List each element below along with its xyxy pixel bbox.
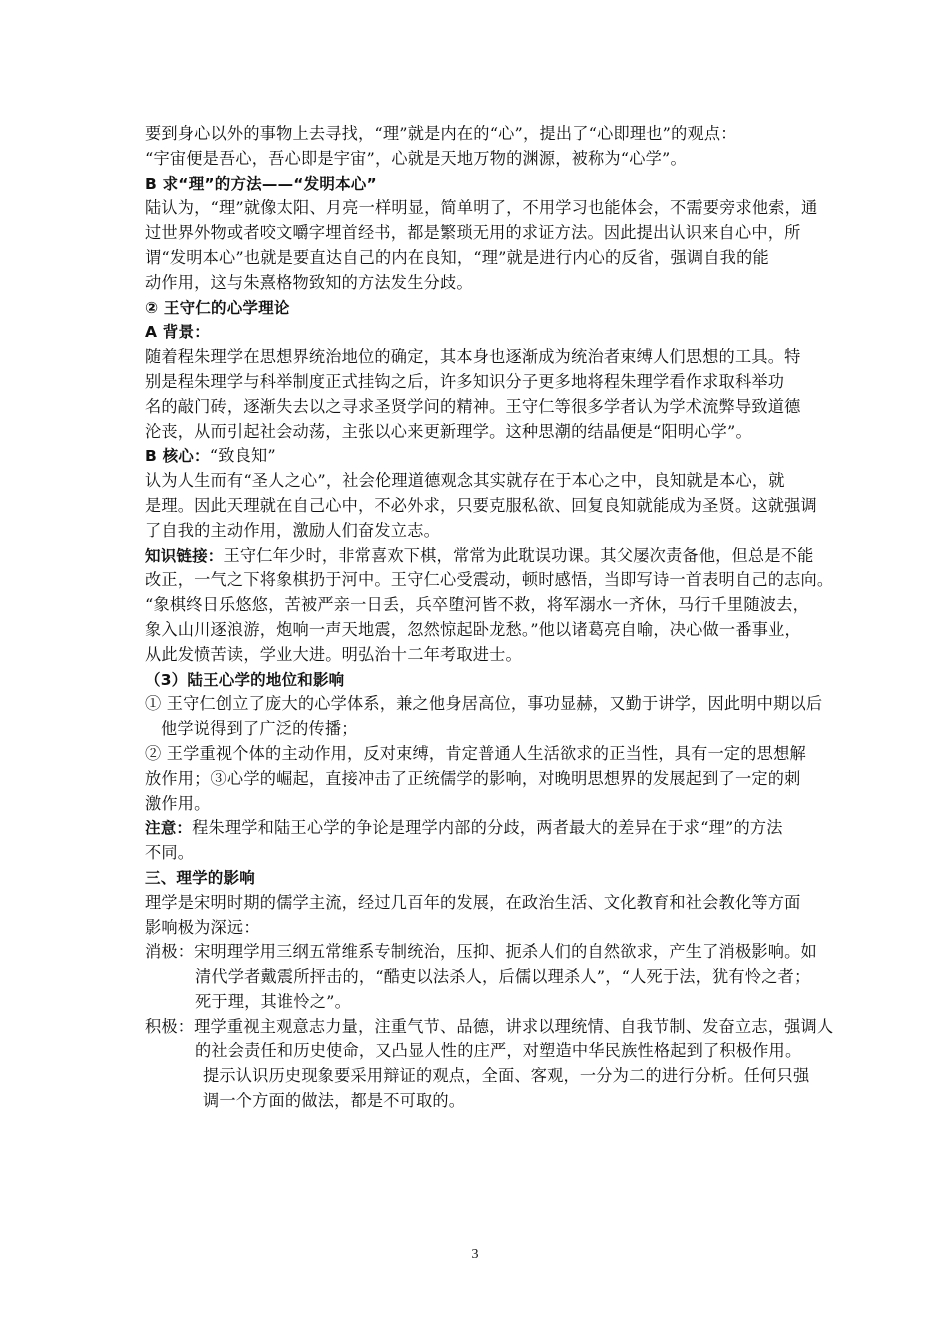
body-text: 死于理，其谁怜之”。 (195, 991, 351, 1011)
heading-text: 知识链接： (145, 546, 224, 565)
text-line (145, 618, 815, 643)
text-line (145, 1039, 815, 1064)
text-line (145, 196, 818, 221)
body-text: 改正，一气之下将象棋扔于河中。王守仁心受震动，顿时感悟，当即写诗一首表明自己的志向。 (145, 570, 834, 590)
text-line (145, 568, 834, 593)
heading-text: A 背景： (145, 323, 210, 342)
text-line (145, 246, 815, 271)
text-line (145, 1089, 815, 1114)
body-text: ① 王守仁创立了庞大的心学体系，兼之他身居高位，事功显赫，又勤于讲学，因此明中期以后 (145, 694, 823, 714)
text-line (145, 866, 815, 891)
body-text: 陆认为，“理”就像太阳、月亮一样明显，简单明了，不用学习也能体会，不需要旁求他索，通 (145, 198, 818, 218)
text-line (145, 395, 815, 420)
body-text: 是理。因此天理就在自己心中，不必外求，只要克服私欲、回复良知就能成为圣贤。这就强调 (145, 495, 817, 515)
body-text: 过世界外物或者咬文嚼字埋首经书，都是繁琐无用的求证方法。因此提出认识来自心中，所 (145, 223, 801, 243)
body-text: 别是程朱理学与科举制度正式挂钩之后，许多知识分子更多地将程朱理学看作求取科举功 (145, 371, 785, 391)
heading-text: B 核心： (145, 447, 210, 466)
body-text: 象入山川逐浪游，炮响一声天地震，忽然惊起卧龙愁。”他以诸葛亮自喻，决心做一番事业， (145, 619, 801, 639)
body-text: 调一个方面的做法，都是不可取的。 (203, 1091, 466, 1111)
text-line (145, 544, 815, 569)
text-line (145, 370, 815, 395)
heading-text: （3）陆王心学的地位和影响 (145, 670, 345, 689)
body-text: 不同。 (145, 843, 195, 863)
text-line (145, 692, 823, 717)
heading-text: ② 王守仁的心学理论 (145, 298, 290, 317)
text-line (145, 593, 815, 618)
text-line (145, 221, 815, 246)
text-line (145, 1015, 834, 1040)
body-text: 程朱理学和陆王心学的争论是理学内部的分歧，两者最大的差异在于求“理”的方法 (192, 818, 783, 838)
body-text: 积极：理学重视主观意志力量，注重气节、品德，讲求以理统情、自我节制、发奋立志，强调人 (145, 1016, 834, 1036)
text-line (145, 494, 815, 519)
body-text: ② 王学重视个体的主动作用，反对束缚，肯定普通人生活欲求的正当性，具有一定的思想解 (145, 743, 806, 763)
text-line (145, 519, 815, 544)
text-line (145, 816, 815, 841)
text-line (145, 296, 815, 321)
text-line (145, 271, 815, 296)
body-text: “象棋终日乐悠悠，苦被严亲一日丢，兵卒堕河皆不救，将军溺水一齐休，马行千里随波去， (145, 595, 809, 615)
text-line (145, 345, 815, 370)
text-line (145, 792, 815, 817)
document-body (145, 122, 834, 1114)
body-text: 谓“发明本心”也就是要直达自己的内在良知，“理”就是进行内心的反省，强调自我的能 (145, 247, 769, 267)
text-line (145, 965, 815, 990)
body-text: 的社会责任和历史使命，又凸显人性的庄严，对塑造中华民族性格起到了积极作用。 (195, 1041, 802, 1061)
body-text: 沦丧，从而引起社会动荡，主张以心来更新理学。这种思潮的结晶便是“阳明心学”。 (145, 421, 752, 441)
text-line (145, 147, 815, 172)
body-text: 激作用。 (145, 793, 211, 813)
text-line (145, 320, 815, 345)
body-text: 影响极为深远： (145, 917, 260, 937)
heading-text: B 求“理”的方法——“发明本心” (145, 174, 377, 193)
body-text: 了自我的主动作用，激励人们奋发立志。 (145, 520, 440, 540)
text-line (145, 742, 815, 767)
text-line (145, 891, 815, 916)
text-line (145, 444, 815, 469)
body-text: 要到身心以外的事物上去寻找，“理”就是内在的“心”，提出了“心即理也”的观点： (145, 124, 737, 143)
text-line (145, 643, 815, 668)
body-text: 清代学者戴震所抨击的，“酷吏以法杀人，后儒以理杀人”，“人死于法，犹有怜之者； (195, 967, 811, 987)
text-line (145, 122, 815, 147)
text-line (145, 420, 815, 445)
body-text: 消极：宋明理学用三纲五常维系专制统治，压抑、扼杀人们的自然欲求，产生了消极影响。如 (145, 942, 817, 962)
body-text: 王守仁年少时，非常喜欢下棋，常常为此耽误功课。其父屡次责备他，但总是不能 (223, 545, 814, 565)
text-line (145, 668, 815, 693)
text-line (145, 767, 815, 792)
text-line (145, 990, 815, 1015)
body-text: 动作用，这与朱熹格物致知的方法发生分歧。 (145, 272, 473, 292)
text-line (145, 916, 815, 941)
body-text: 放作用；③心学的崛起，直接冲击了正统儒学的影响，对晚明思想界的发展起到了一定的刺 (145, 768, 801, 788)
text-line (145, 1064, 815, 1089)
body-text: “致良知” (209, 446, 276, 466)
heading-text: 三、理学的影响 (145, 868, 255, 887)
page-number: 3 (471, 1247, 479, 1262)
body-text: 理学是宋明时期的儒学主流，经过几百年的发展，在政治生活、文化教育和社会教化等方面 (145, 892, 801, 912)
body-text: 他学说得到了广泛的传播； (161, 719, 358, 739)
body-text: “宇宙便是吾心，吾心即是宇宙”，心就是天地万物的渊源，被称为“心学”。 (145, 148, 687, 168)
text-line (145, 940, 815, 965)
text-line (145, 841, 815, 866)
text-line (145, 717, 815, 742)
heading-text: 注意： (145, 819, 193, 838)
text-line (145, 172, 815, 197)
body-text: 随着程朱理学在思想界统治地位的确定，其本身也逐渐成为统治者束缚人们思想的工具。特 (145, 347, 801, 367)
body-text: 从此发愤苦读，学业大进。明弘治十二年考取进士。 (145, 644, 522, 664)
body-text: 名的敲门砖，逐渐失去以之寻求圣贤学问的精神。王守仁等很多学者认为学术流弊导致道德 (145, 396, 801, 416)
body-text: 认为人生而有“圣人之心”，社会伦理道德观念其实就存在于本心之中，良知就是本心，就 (145, 471, 785, 491)
body-text: 提示认识历史现象要采用辩证的观点，全面、客观，一分为二的进行分析。任何只强 (203, 1066, 810, 1086)
text-line (145, 469, 815, 494)
